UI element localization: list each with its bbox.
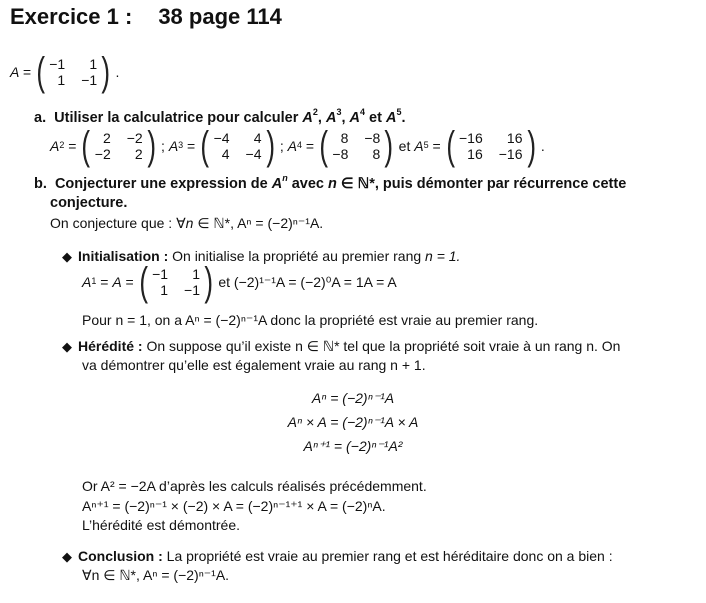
part-a-question: a. Utiliser la calculatrice pour calculer $A^2$, $A^3$, $A^4$ et $A^5$. (34, 107, 406, 126)
conjecture-statement: On conjecture que : ∀n ∈ ℕ*, Aⁿ = (−2)ⁿ⁻¹A. (50, 215, 324, 231)
equation-3: Aⁿ⁺¹ = (−2)ⁿ⁻¹A² (303, 438, 403, 454)
diamond-bullet-icon: ◆ (62, 549, 72, 564)
exercise-label: Exercice 1 : (10, 4, 133, 29)
conclusion-line1: ◆ Conclusion : La propriété est vraie au premier rang et est héréditaire donc on a bien : (62, 548, 613, 564)
equation-1: Aⁿ = (−2)ⁿ⁻¹A (311, 390, 395, 406)
matrix-cell: 1 (89, 56, 98, 72)
matrix-cell: −1 (81, 72, 98, 88)
matrix-a3: ( −4 4 4 −4 ) (200, 124, 275, 168)
heredite-line3: Or A² = −2A d’après les calculs réalisés précédemment. (82, 478, 427, 494)
part-a-marker: a. (34, 110, 47, 126)
period: . (115, 64, 120, 80)
power-label: A (414, 138, 424, 154)
diamond-bullet-icon: ◆ (62, 249, 72, 264)
part-a-results: A $^2$ = ( 2 −2 −2 2 ) ; A $^3$ = ( −4 4 4 −4 ) ; A $^4$ = ( 8 −8 −8 8 ) et A $^5$ = ( −16 16 16 −16 ) . (50, 124, 545, 168)
initialisation-line2: A $^1$ = A = ( −1 1 1 −1 ) et (−2)¹⁻¹A = (−2)⁰A = 1A = A (82, 260, 397, 304)
initialisation-heading: Initialisation : (78, 248, 169, 264)
heredite-line4: Aⁿ⁺¹ = (−2)ⁿ⁻¹ × (−2) × A = (−2)ⁿ⁻¹⁺¹ × A = (−2)ⁿA. (82, 498, 386, 514)
part-b-question-line2: conjecture. (50, 195, 128, 211)
matrix-a: ( −1 1 1 −1 ) (36, 50, 111, 94)
initialisation-line1: ◆ Initialisation : On initialise la propriété au premier rang n = 1. (62, 248, 461, 264)
heredite-heading: Hérédité : (78, 338, 143, 354)
heredite-line2: va démontrer qu’elle est également vraie au rang n + 1. (82, 357, 426, 373)
equation-2: Aⁿ × A = (−2)ⁿ⁻¹A × A (287, 414, 419, 430)
initialisation-line3: Pour n = 1, on a Aⁿ = (−2)ⁿ⁻¹A donc la propriété est vraie au premier rang. (82, 312, 539, 328)
matrix-cell: −1 (49, 56, 66, 72)
matrix-a2: ( 2 −2 −2 2 ) (81, 124, 156, 168)
exercise-reference: 38 page 114 (158, 4, 282, 29)
matrix-a-definition (10, 52, 119, 92)
power-label: A (50, 138, 60, 154)
matrix-a5: ( −16 16 16 −16 ) (446, 124, 536, 168)
power-label: A (168, 138, 179, 154)
conclusion-line2: ∀n ∈ ℕ*, Aⁿ = (−2)ⁿ⁻¹A. (82, 567, 230, 583)
heredite-line1: ◆ Hérédité : On suppose qu’il existe n ∈ ℕ* tel que la propriété soit vraie à un rang n. On (62, 338, 621, 354)
matrix-a-init: ( −1 1 1 −1 ) (139, 260, 214, 304)
matrix-cell: 1 (57, 72, 66, 88)
heredite-line5: L’hérédité est démontrée. (82, 517, 240, 533)
conclusion-heading: Conclusion : (78, 548, 163, 564)
diamond-bullet-icon: ◆ (62, 339, 72, 354)
exercise-title (10, 4, 282, 30)
power-label: A (287, 138, 297, 154)
matrix-a-label: A = (10, 64, 31, 80)
matrix-a4: ( 8 −8 −8 8 ) (319, 124, 394, 168)
part-a-text: Utiliser la calculatrice pour calculer (54, 110, 299, 126)
part-b-marker: b. (34, 176, 47, 192)
part-b-question-line1: b. Conjecturer une expression de $A^n$ avec n ∈ ℕ*, puis démonter par récurrence cette (34, 173, 627, 192)
